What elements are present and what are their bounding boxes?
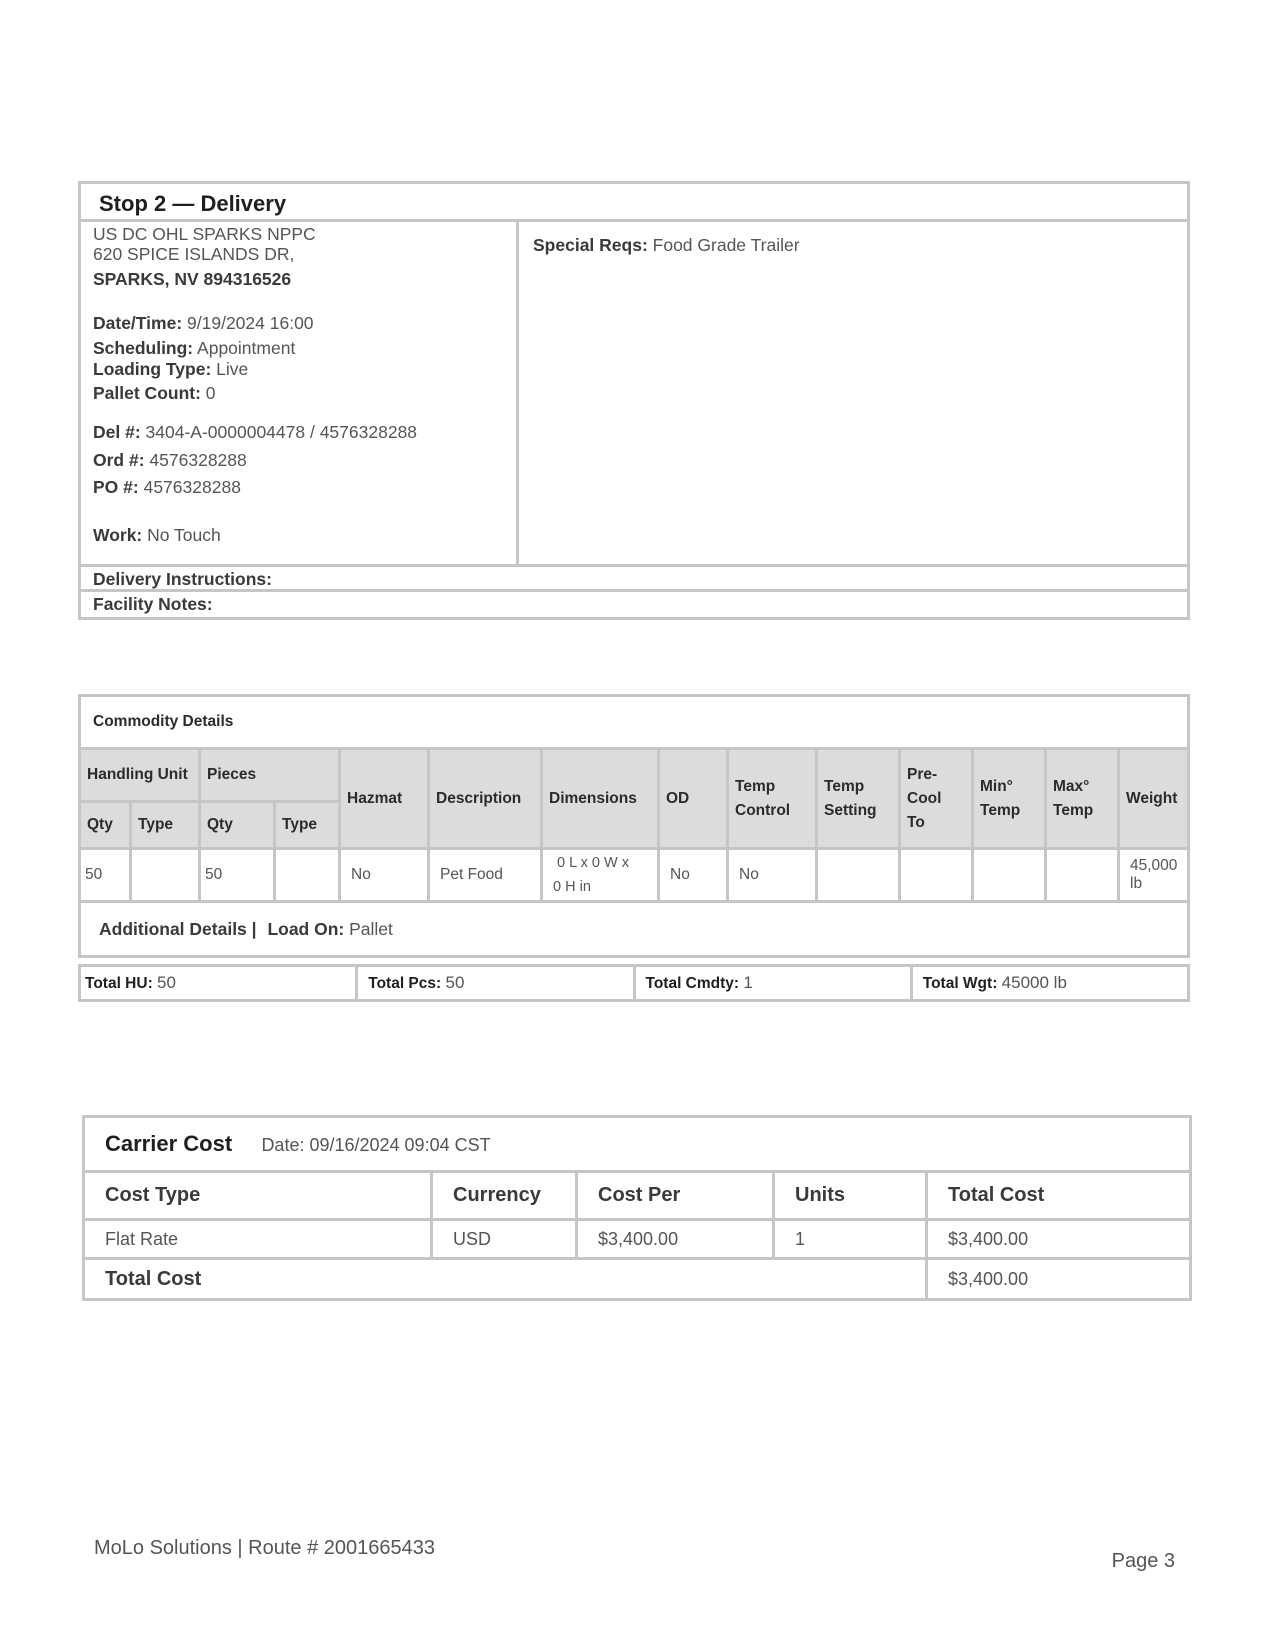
stop-body	[81, 222, 1187, 567]
additional-details-label: Additional Details |	[99, 918, 257, 939]
cell-dimensions	[542, 849, 659, 902]
cell-cost-type: Flat Rate	[84, 1220, 432, 1259]
total-pcs-label: Total Pcs:	[368, 975, 442, 992]
cell-pcs-qty: 50	[200, 849, 275, 902]
carrier-cost-title: Carrier Cost	[105, 1131, 233, 1156]
carrier-cost-table	[82, 1115, 1192, 1301]
loading-label: Loading Type:	[93, 359, 212, 379]
cell-currency: USD	[432, 1220, 577, 1259]
header-total-cost: Total Cost	[927, 1172, 1191, 1220]
page-number: Page 3	[1111, 1550, 1175, 1572]
cell-total-cost: $3,400.00	[927, 1220, 1191, 1259]
header-min-temp-l2: Temp	[980, 801, 1021, 819]
header-min-temp-l1: Min°	[980, 777, 1013, 795]
cell-pcs-type	[275, 849, 340, 902]
cell-max-temp	[1046, 849, 1119, 902]
scheduling-label: Scheduling:	[93, 338, 194, 358]
cell-description: Pet Food	[429, 849, 542, 902]
datetime-field	[93, 313, 314, 334]
carrier-cost-total-label: Total Cost	[84, 1259, 927, 1300]
carrier-cost-total-row	[84, 1259, 1191, 1300]
total-pcs-value: 50	[445, 973, 465, 992]
header-od: OD	[659, 749, 728, 849]
cell-weight: 45,000 lb	[1119, 849, 1189, 902]
cell-od: No	[659, 849, 728, 902]
cell-cost-per: $3,400.00	[577, 1220, 774, 1259]
total-cmdty-value: 1	[743, 973, 753, 992]
header-temp-setting-l2: Setting	[824, 801, 877, 819]
stop-block	[78, 181, 1190, 620]
carrier-cost-header	[84, 1117, 1191, 1172]
header-handling-unit: Handling Unit	[80, 749, 200, 802]
total-hu-value: 50	[157, 973, 176, 992]
header-pcs-type: Type	[275, 802, 340, 849]
carrier-cost-total-value: $3,400.00	[927, 1259, 1191, 1300]
po-value: 4576328288	[143, 477, 241, 497]
stop-details	[81, 222, 519, 564]
header-temp-setting-l1: Temp	[824, 777, 865, 795]
total-wgt-value: 45000 lb	[1001, 973, 1067, 992]
header-temp-control	[728, 749, 817, 849]
datetime-value: 9/19/2024 16:00	[187, 313, 314, 333]
header-precool-l3: To	[907, 813, 925, 831]
header-dimensions: Dimensions	[542, 749, 659, 849]
header-pcs-qty: Qty	[200, 802, 275, 849]
header-weight: Weight	[1119, 749, 1189, 849]
header-cost-type: Cost Type	[84, 1172, 432, 1220]
del-field	[93, 422, 417, 443]
load-on-label: Load On:	[267, 918, 345, 939]
total-cmdty-label: Total Cmdty:	[645, 975, 740, 992]
special-reqs-field	[533, 235, 800, 256]
cell-units: 1	[774, 1220, 927, 1259]
total-wgt-label: Total Wgt:	[922, 975, 998, 992]
header-hu-qty: Qty	[80, 802, 131, 849]
header-description: Description	[429, 749, 542, 849]
delivery-instructions: Delivery Instructions:	[81, 567, 1187, 592]
total-pcs	[357, 966, 634, 1001]
cell-temp-control: No	[728, 849, 817, 902]
total-hu	[80, 966, 357, 1001]
ord-label: Ord #:	[93, 450, 145, 470]
header-max-temp	[1046, 749, 1119, 849]
header-hazmat: Hazmat	[340, 749, 429, 849]
scheduling-value: Appointment	[197, 338, 296, 358]
commodity-caption: Commodity Details	[80, 696, 1189, 749]
cell-precool	[900, 849, 973, 902]
header-units: Units	[774, 1172, 927, 1220]
header-precool-l1: Pre-	[907, 765, 938, 783]
cell-hu-qty: 50	[80, 849, 131, 902]
load-on-value: Pallet	[349, 918, 393, 939]
ord-field	[93, 450, 247, 471]
header-pieces: Pieces	[200, 749, 340, 802]
total-cmdty	[634, 966, 911, 1001]
additional-details-row	[80, 902, 1189, 957]
header-max-temp-l2: Temp	[1053, 801, 1094, 819]
carrier-cost-date: Date: 09/16/2024 09:04 CST	[261, 1135, 491, 1155]
cell-temp-setting	[817, 849, 900, 902]
total-wgt	[911, 966, 1188, 1001]
cell-hu-type	[131, 849, 200, 902]
loading-value: Live	[216, 359, 249, 379]
del-label: Del #:	[93, 422, 141, 442]
work-value: No Touch	[147, 525, 221, 545]
special-reqs-label: Special Reqs:	[533, 235, 648, 255]
cell-dimensions-l2: 0 H in	[553, 879, 591, 895]
header-max-temp-l1: Max°	[1053, 777, 1090, 795]
commodity-totals	[78, 964, 1190, 1002]
ord-value: 4576328288	[149, 450, 247, 470]
cell-min-temp	[973, 849, 1046, 902]
facility-notes: Facility Notes:	[93, 594, 213, 614]
commodity-table	[78, 694, 1190, 958]
cell-dimensions-l1: 0 L x 0 W x	[557, 855, 629, 871]
stop-title: Stop 2 — Delivery	[81, 184, 1187, 222]
header-cost-per: Cost Per	[577, 1172, 774, 1220]
datetime-label: Date/Time:	[93, 313, 183, 333]
pallet-label: Pallet Count:	[93, 383, 201, 403]
pallet-field	[93, 383, 216, 404]
header-precool	[900, 749, 973, 849]
total-hu-label: Total HU:	[85, 975, 153, 992]
header-temp-control-l2: Control	[735, 801, 791, 819]
address-line2: 620 SPICE ISLANDS DR,	[93, 244, 295, 264]
table-row	[80, 849, 1189, 902]
po-field	[93, 477, 241, 498]
work-field	[93, 525, 221, 546]
header-currency: Currency	[432, 1172, 577, 1220]
special-reqs-value: Food Grade Trailer	[652, 235, 800, 255]
table-row	[84, 1220, 1191, 1259]
header-precool-l2: Cool	[907, 789, 942, 807]
scheduling-field	[93, 338, 295, 359]
del-value: 3404-A-0000004478 / 4576328288	[145, 422, 418, 442]
address-line1: US DC OHL SPARKS NPPC	[93, 224, 316, 244]
pallet-value: 0	[205, 383, 216, 403]
cell-hazmat: No	[340, 849, 429, 902]
header-hu-type: Type	[131, 802, 200, 849]
header-temp-setting	[817, 749, 900, 849]
loading-field	[93, 359, 248, 380]
po-label: PO #:	[93, 477, 139, 497]
header-min-temp	[973, 749, 1046, 849]
work-label: Work:	[93, 525, 143, 545]
address-line3: SPARKS, NV 894316526	[93, 269, 292, 289]
header-temp-control-l1: Temp	[735, 777, 776, 795]
footer-route: MoLo Solutions | Route # 2001665433	[94, 1537, 436, 1559]
additional-details	[80, 902, 1189, 957]
special-reqs-panel	[519, 222, 1187, 564]
